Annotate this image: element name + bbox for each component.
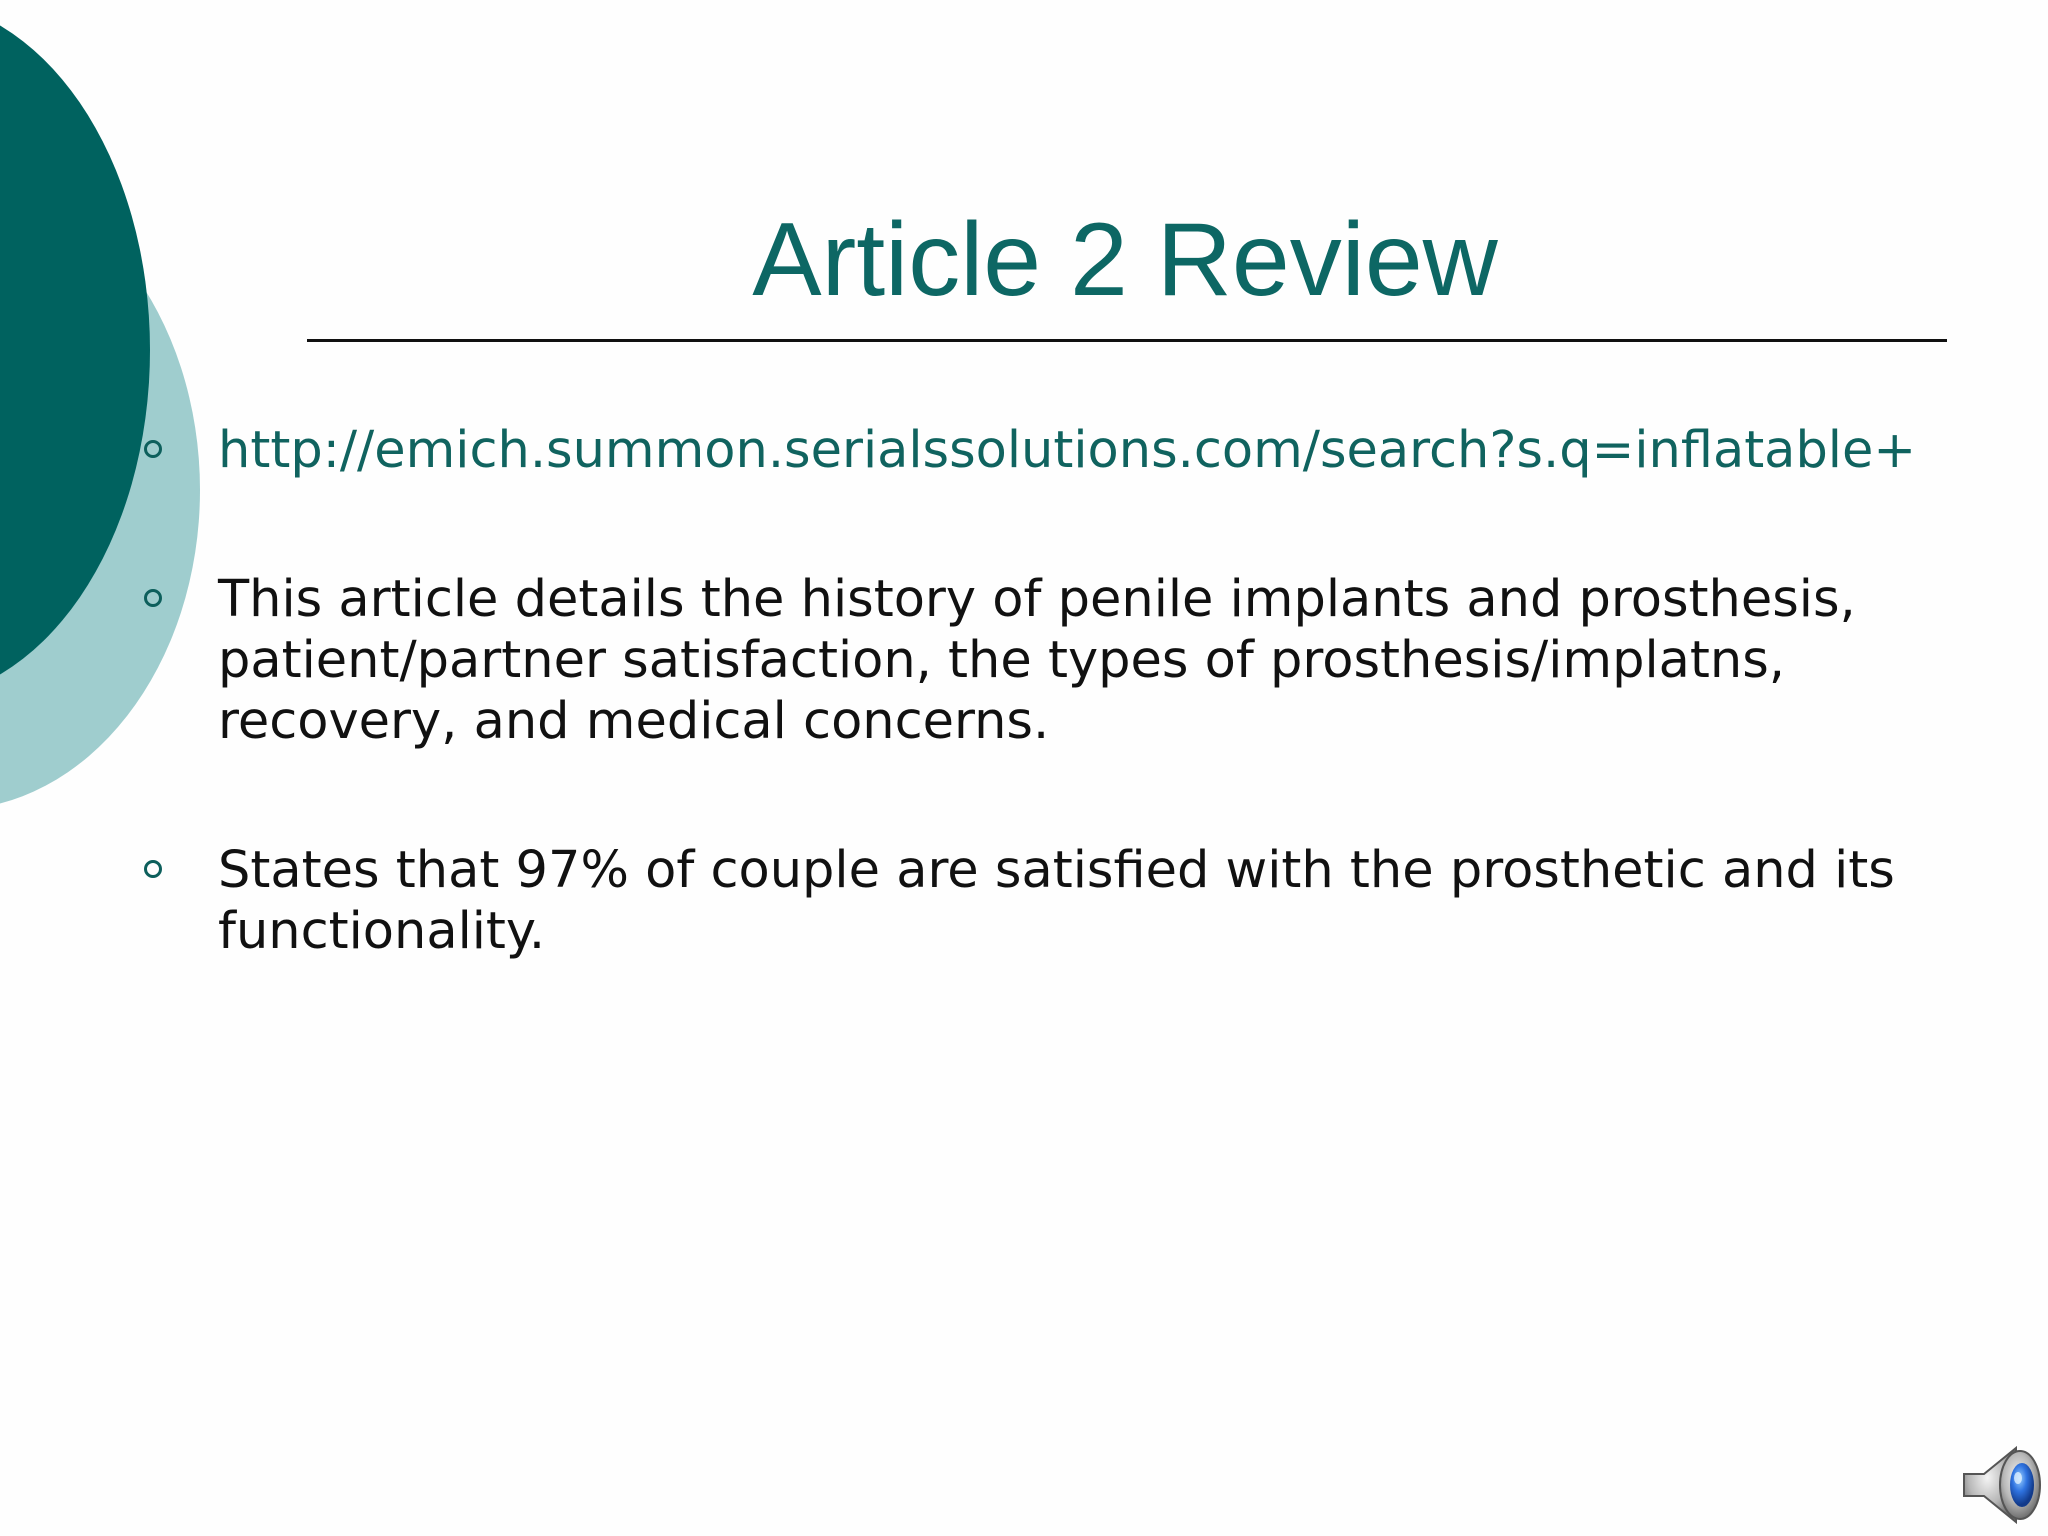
bullet-circle-icon [144, 589, 162, 607]
bullet-circle-icon [144, 860, 162, 878]
speaker-icon[interactable] [1958, 1440, 2046, 1530]
bullet-text: This article details the history of penile implants and prosthesis, patient/partner satisfaction, the types of prosthesis/implatns, recovery, and medical concerns. [218, 570, 1856, 751]
bullet-item-statistic [140, 840, 1940, 962]
bullet-circle-icon [144, 440, 162, 458]
title-divider [307, 339, 1947, 342]
bullet-text: States that 97% of couple are satisfied with the prosthetic and its functionality. [218, 841, 1895, 961]
bullet-list [140, 420, 1940, 962]
bullet-item-summary [140, 569, 1940, 752]
article-url-link[interactable]: http://emich.summon.serialssolutions.com/search?s.q=inflatable+ [218, 421, 1917, 480]
bullet-item-link [140, 420, 1940, 481]
slide-title: Article 2 Review [752, 202, 1498, 318]
